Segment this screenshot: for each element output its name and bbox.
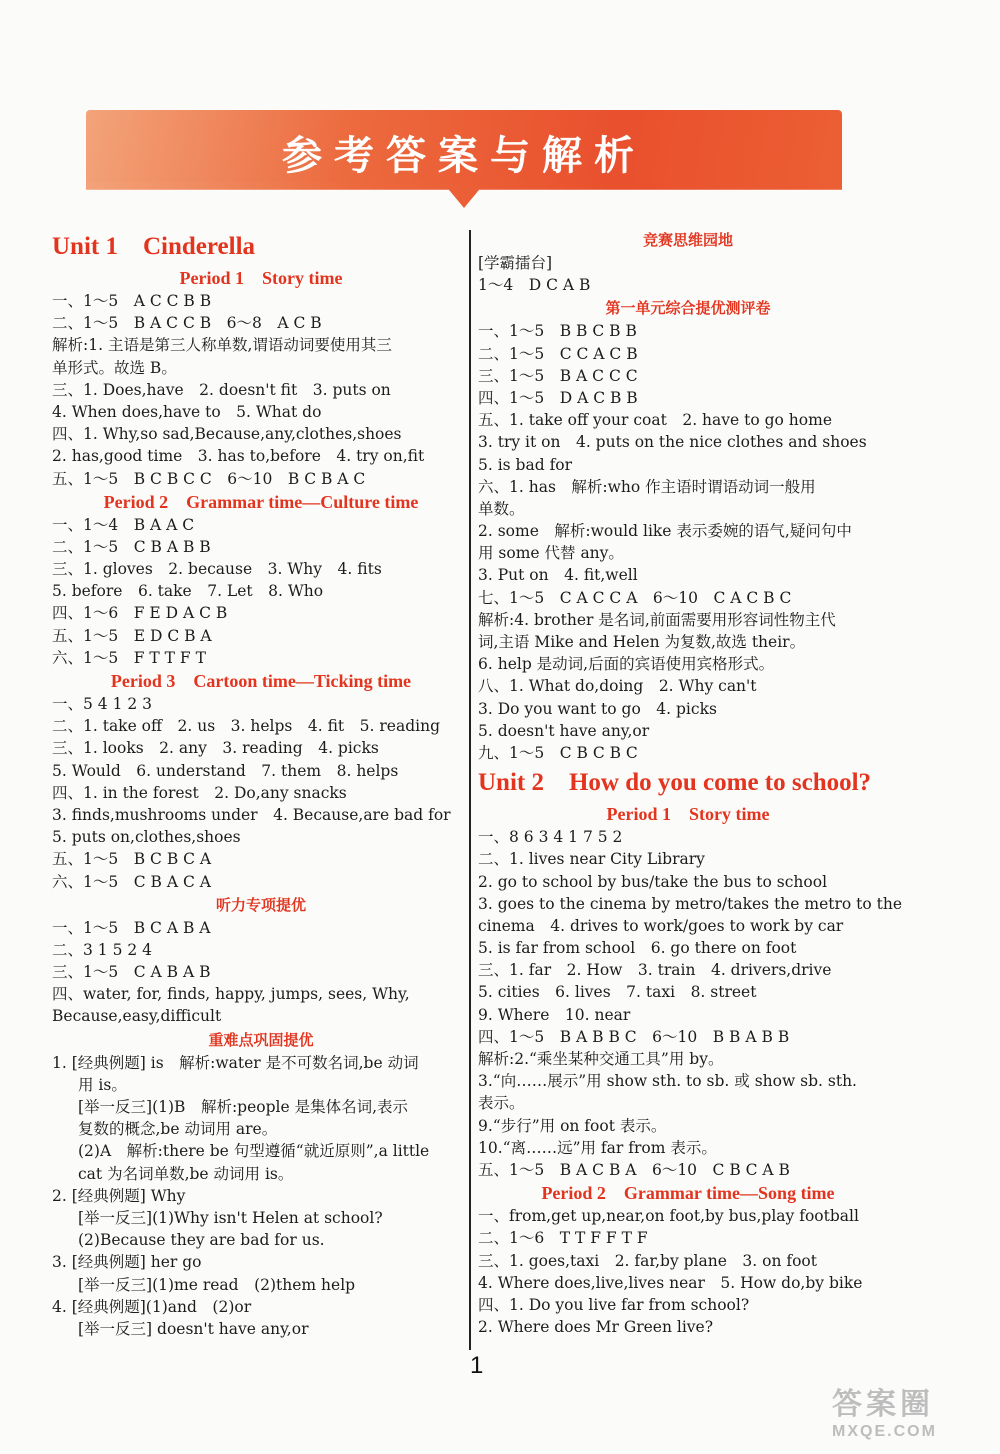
answer-line: 5. is far from school 6. go there on foot (478, 939, 797, 958)
answer-line: 解析:4. brother 是名词,前面需要用形容词性物主代 (478, 610, 836, 629)
answer-line: 一、8 6 3 4 1 7 5 2 (478, 828, 623, 847)
answer-line: 五、1. take off your coat 2. have to go home (478, 411, 832, 430)
answer-line: 4. Where does,live,lives near 5. How do,by bike (478, 1273, 863, 1292)
section-heading: 重难点巩固提优 (208, 1030, 314, 1049)
section-heading: 竞赛思维园地 (642, 231, 733, 249)
answer-line: 9.“步行”用 on foot 表示。 (478, 1116, 667, 1135)
answer-line: 五、1～5 B A C B A 6～10 C B C A B (478, 1160, 790, 1179)
answer-line: 一、1～5 B B C B B (478, 322, 637, 341)
answer-line: 一、1～4 B A A C (52, 515, 195, 534)
answer-line: [举一反三](1)Why isn't Helen at school? (78, 1208, 383, 1227)
answer-line: 三、1～5 B A C C C (478, 366, 638, 385)
watermark-logo (832, 1388, 992, 1450)
answer-line: 四、1. in the forest 2. Do,any snacks (52, 783, 347, 802)
answer-line: 3. goes to the cinema by metro/takes the metro to the (478, 894, 903, 913)
answer-line: cinema 4. drives to work/goes to work by car (478, 916, 844, 935)
answer-line: 二、1～6 T T F F T F (478, 1229, 648, 1248)
answer-line: 三、1. gloves 2. because 3. Why 4. fits (52, 560, 382, 579)
answer-line: Because,easy,difficult (52, 1007, 222, 1026)
answer-line: 七、1～5 C A C C A 6～10 C A C B C (478, 588, 792, 607)
answer-line: [举一反三](1)me read (2)them help (78, 1275, 356, 1294)
answer-line: 4. When does,have to 5. What do (52, 402, 322, 421)
answer-line: 二、1～5 C C A C B (478, 344, 638, 363)
answer-line: 一、5 4 1 2 3 (52, 695, 153, 713)
answer-line: 一、from,get up,near,on foot,by bus,play football (478, 1207, 859, 1226)
answer-line: 一、1～5 A C C B B (52, 292, 212, 310)
answer-line: 5. is bad for (478, 455, 573, 474)
answer-line: 三、1. looks 2. any 3. reading 4. picks (52, 739, 379, 758)
answer-line: 5. before 6. take 7. Let 8. Who (52, 582, 324, 601)
answer-line: 用 some 代替 any。 (478, 544, 624, 563)
answer-line: 6. help 是动词,后面的宾语使用宾格形式。 (478, 655, 775, 674)
answer-line: 三、1. goes,taxi 2. far,by plane 3. on foot (478, 1251, 817, 1270)
answer-line: 3. try it on 4. puts on the nice clothes and shoes (478, 433, 867, 452)
answer-line: 二、1～5 B A C C B 6～8 A C B (52, 314, 322, 333)
answer-line: 三、1. Does,have 2. doesn't fit 3. puts on (52, 380, 391, 399)
left-column (52, 228, 470, 1340)
answer-line: 单数。 (478, 499, 525, 518)
period-heading: Period 2 Grammar time—Culture time (103, 491, 419, 512)
unit-heading: Unit 2 How do you come to school? (478, 769, 872, 797)
answer-line: (2)A 解析:there be 句型遵循“就近原则”,a little (78, 1142, 430, 1161)
answer-line: 3. Put on 4. fit,well (478, 566, 638, 585)
answer-line: 2. go to school by bus/take the bus to school (478, 872, 828, 891)
answer-line: 单形式。故选 B。 (52, 358, 177, 377)
answer-line: 五、1～5 B C B C C 6～10 B C B A C (52, 469, 366, 488)
answer-line: 2. [经典例题] Why (52, 1186, 186, 1205)
answer-line: 二、1. take off 2. us 3. helps 4. fit 5. reading (52, 717, 440, 736)
answer-line: 四、1～6 F E D A C B (52, 604, 228, 623)
answer-line: 五、1～5 E D C B A (52, 626, 212, 645)
answer-line: 复数的概念,be 动词用 are。 (78, 1120, 278, 1139)
answer-line: 八、1. What do,doing 2. Why can't (478, 677, 757, 696)
watermark-text: 答案圈 (832, 1388, 934, 1421)
header-banner (86, 110, 842, 186)
answer-line: 三、1～5 C A B A B (52, 963, 211, 982)
unit-heading: Unit 1 Cinderella (52, 233, 256, 260)
answer-line: 4. [经典例题](1)and (2)or (52, 1297, 252, 1316)
answer-line: 2. Where does Mr Green live? (478, 1318, 714, 1337)
answer-line: 解析:2.“乘坐某种交通工具”用 by。 (478, 1050, 724, 1068)
answer-line: 表示。 (478, 1094, 525, 1113)
answer-line: 五、1～5 B C B C A (52, 850, 212, 869)
answer-line: 2. some 解析:would like 表示委婉的语气,疑问句中 (478, 522, 852, 541)
answer-line: 二、3 1 5 2 4 (52, 940, 153, 959)
answer-line: 1. [经典例题] is 解析:water 是不可数名词,be 动词 (52, 1053, 419, 1072)
answer-line: 四、water, for, finds, happy, jumps, sees, Why, (52, 985, 410, 1004)
answer-line: (2)Because they are bad for us. (78, 1231, 325, 1250)
answer-line: 5. puts on,clothes,shoes (52, 828, 241, 847)
answer-line: 解析:1. 主语是第三人称单数,谓语动词要使用其三 (52, 336, 392, 355)
answer-line: 词,主语 Mike and Helen 为复数,故选 their。 (478, 633, 806, 651)
answer-line: [举一反三](1)B 解析:people 是集体名词,表示 (78, 1098, 408, 1116)
answer-line: [举一反三] doesn't have any,or (78, 1319, 309, 1338)
answer-line: 四、1～5 B A B B C 6～10 B B A B B (478, 1027, 790, 1046)
answer-line: 九、1～5 C B C B C (478, 743, 638, 762)
period-heading: Period 1 Story time (606, 804, 770, 825)
answer-line: 四、1. Do you live far from school? (478, 1295, 750, 1314)
answer-line: 四、1. Why,so sad,Because,any,clothes,shoes (52, 425, 402, 444)
answer-line: 二、1～5 C B A B B (52, 537, 211, 556)
answer-line: 六、1. has 解析:who 作主语时谓语动词一般用 (478, 477, 816, 496)
answer-line: 一、1～5 B C A B A (52, 918, 211, 937)
answer-line: 3.“向……展示”用 show sth. to sb. 或 show sb. sth. (478, 1072, 857, 1091)
answer-line: 5. doesn't have any,or (478, 721, 650, 740)
answer-line: cat 为名词单数,be 动词用 is。 (78, 1164, 294, 1183)
answer-line: 用 is。 (78, 1075, 127, 1094)
answer-line: 3. [经典例题] her go (52, 1253, 202, 1272)
answer-line: [学霸擂台] (478, 254, 553, 272)
answer-line: 六、1～5 C B A C A (52, 872, 211, 891)
answer-line: 二、1. lives near City Library (478, 850, 705, 869)
answer-line: 5. cities 6. lives 7. taxi 8. street (478, 983, 757, 1002)
page-title: 参考答案与解析 (282, 133, 646, 179)
answer-line: 3. Do you want to go 4. picks (478, 699, 717, 718)
answer-line: 3. finds,mushrooms under 4. Because,are bad for (52, 805, 451, 824)
answer-line: 六、1～5 F T T F T (52, 648, 206, 667)
answer-line: 1～4 D C A B (478, 276, 591, 295)
answer-line: 10.“离……远”用 far from 表示。 (478, 1138, 717, 1157)
answer-line: 5. Would 6. understand 7. them 8. helps (52, 761, 399, 780)
answer-line: 2. has,good time 3. has to,before 4. try on,fit (52, 447, 425, 466)
right-column (478, 228, 903, 1338)
section-heading: 第一单元综合提优测评卷 (605, 299, 771, 318)
period-heading: Period 3 Cartoon time—Ticking time (110, 671, 412, 691)
page-number: 1 (470, 1352, 484, 1379)
answer-line: 四、1～5 D A C B B (478, 388, 638, 407)
period-heading: Period 2 Grammar time—Song time (541, 1183, 835, 1204)
answer-line: 9. Where 10. near (478, 1005, 631, 1024)
period-heading: Period 1 Story time (179, 268, 343, 288)
section-heading: 听力专项提优 (215, 895, 306, 914)
watermark-domain: MXQE.COM (832, 1423, 937, 1440)
answer-line: 三、1. far 2. How 3. train 4. drivers,drive (478, 961, 832, 980)
